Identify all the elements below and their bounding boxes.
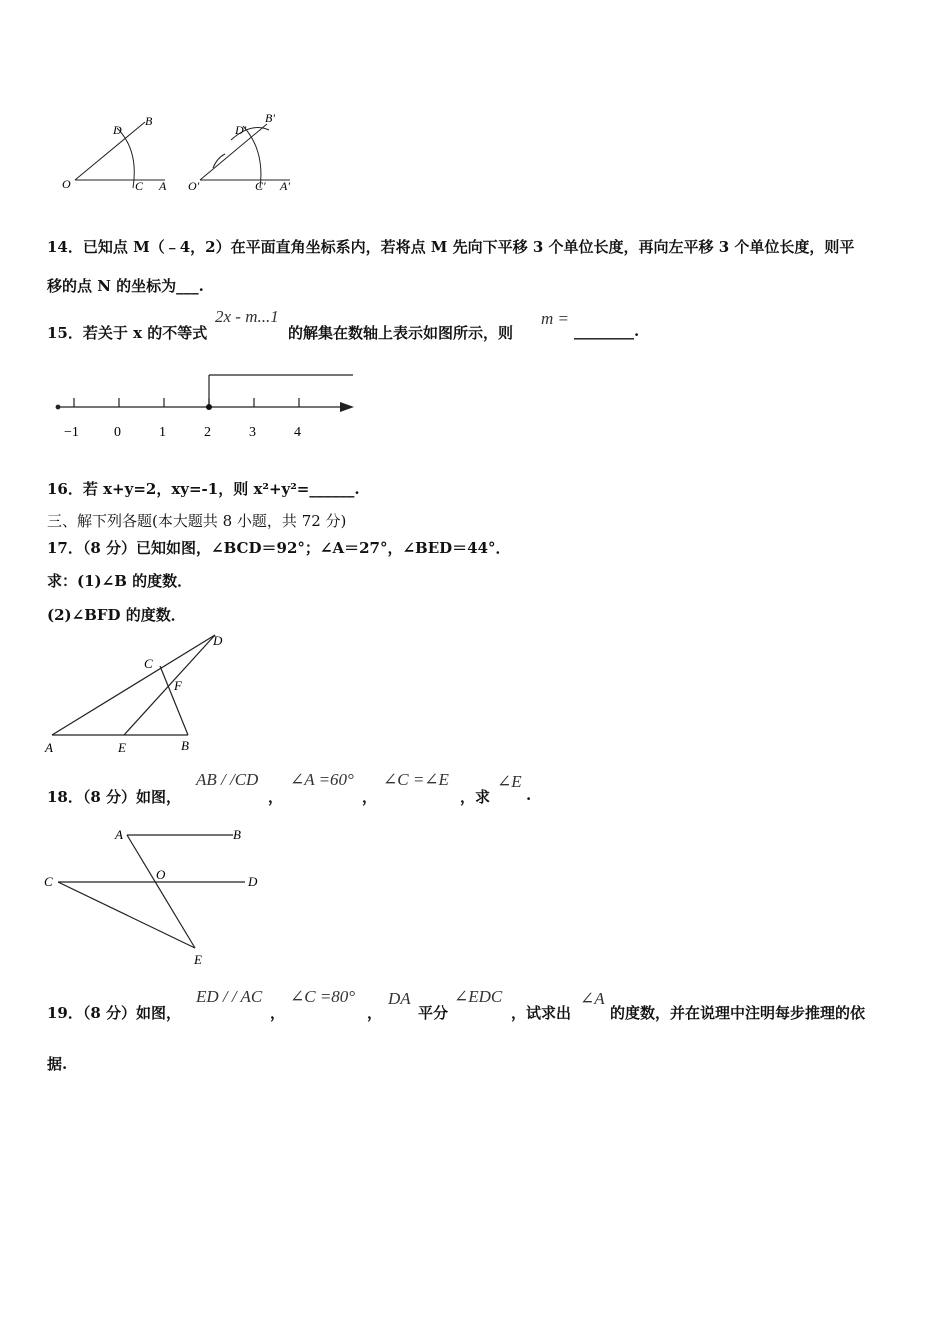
q19-sep2: ， [367,1004,383,1022]
label-B: B [181,738,189,753]
label-A: A [115,827,123,842]
q17-line2: 求：(1)∠B 的度数． [47,572,193,590]
q15-inequality: 2x - m...1 [215,307,279,326]
q18-sep1: ， [268,788,284,806]
label-F: F [174,678,182,693]
q18-prefix: 18．（8 分）如图， [47,788,182,806]
label-D-prime: D' [235,123,247,137]
label-D: D [213,633,223,648]
section3-title: 三、解下列各题(本大题共 8 小题，共 72 分) [47,512,347,530]
q19-cond4: ∠EDC [454,987,503,1006]
label-B: B [233,827,241,842]
q14-line2: 移的点 N 的坐标为___. [47,277,204,295]
q19-word1: 平分 [418,1004,449,1022]
solution-endpoint-dot [206,404,212,410]
tick-label-3: 3 [249,425,256,440]
q14-line1: 14．已知点 M（﹣4，2）在平面直角坐标系内，若将点 M 先向下平移 3 个单位长度，再向左平移 3 个单位长度，则平 [47,238,855,256]
label-B: B [145,114,153,128]
q19-cond1: ED / / AC [196,987,263,1006]
q17-line1: 17．（8 分）已知如图，∠BCD＝92°；∠A＝27°，∠BED＝44°． [47,539,511,557]
label-E: E [194,952,202,967]
tick-label-0: 0 [114,425,121,440]
parallel-lines-figure-q18 [40,822,270,972]
tick-label-2: 2 [204,425,211,440]
q17-line3: (2)∠BFD 的度数． [47,606,186,624]
q15-m-equals: m = [541,309,569,328]
q18-sep3: ，求 [460,788,491,806]
label-D: D [113,123,122,137]
q15-middle: 的解集在数轴上表示如图所示，则 [288,324,514,342]
q18-cond3: ∠C =∠E [383,770,449,789]
label-C: C [44,874,53,889]
tick-label-1: 1 [159,425,166,440]
q19-ask: ∠A [580,989,605,1008]
q19-cond3: DA [388,989,411,1008]
q19-word2: ，试求出 [511,1004,572,1022]
q18-cond1: AB / /CD [196,770,259,789]
label-O: O [156,867,166,882]
label-A: A [45,740,53,755]
q19-cond2: ∠C =80° [290,987,356,1006]
label-B-prime: B' [265,111,275,125]
q16-text: 16．若 x+y=2，xy=-1，则 x²+y²=______. [47,480,360,498]
q15-blank: ________. [574,322,640,340]
q18-sep2: ， [362,788,378,806]
tick-label-4: 4 [294,425,301,440]
tick-label-neg1: −1 [64,425,79,440]
q18-ask: ∠E [497,772,522,791]
q19-sep1: ， [270,1004,286,1022]
angle-construction-figure [55,108,305,198]
label-C-prime: C' [255,179,266,193]
q19-line2: 据. [47,1055,68,1073]
number-line [50,362,370,447]
label-O: O [62,177,71,191]
label-E: E [118,740,126,755]
label-A-prime: A' [280,179,290,193]
label-D: D [248,874,258,889]
label-A: A [159,179,167,193]
label-C: C [144,656,153,671]
label-O-prime: O' [188,179,200,193]
q19-prefix: 19．（8 分）如图， [47,1004,182,1022]
q15-prefix: 15．若关于 x 的不等式 [47,324,208,342]
q18-end: . [526,786,532,804]
q19-word3: 的度数，并在说理中注明每步推理的依 [610,1004,866,1022]
q18-cond2: ∠A =60° [290,770,354,789]
triangle-figure-q17 [40,630,240,760]
label-C: C [135,179,144,193]
